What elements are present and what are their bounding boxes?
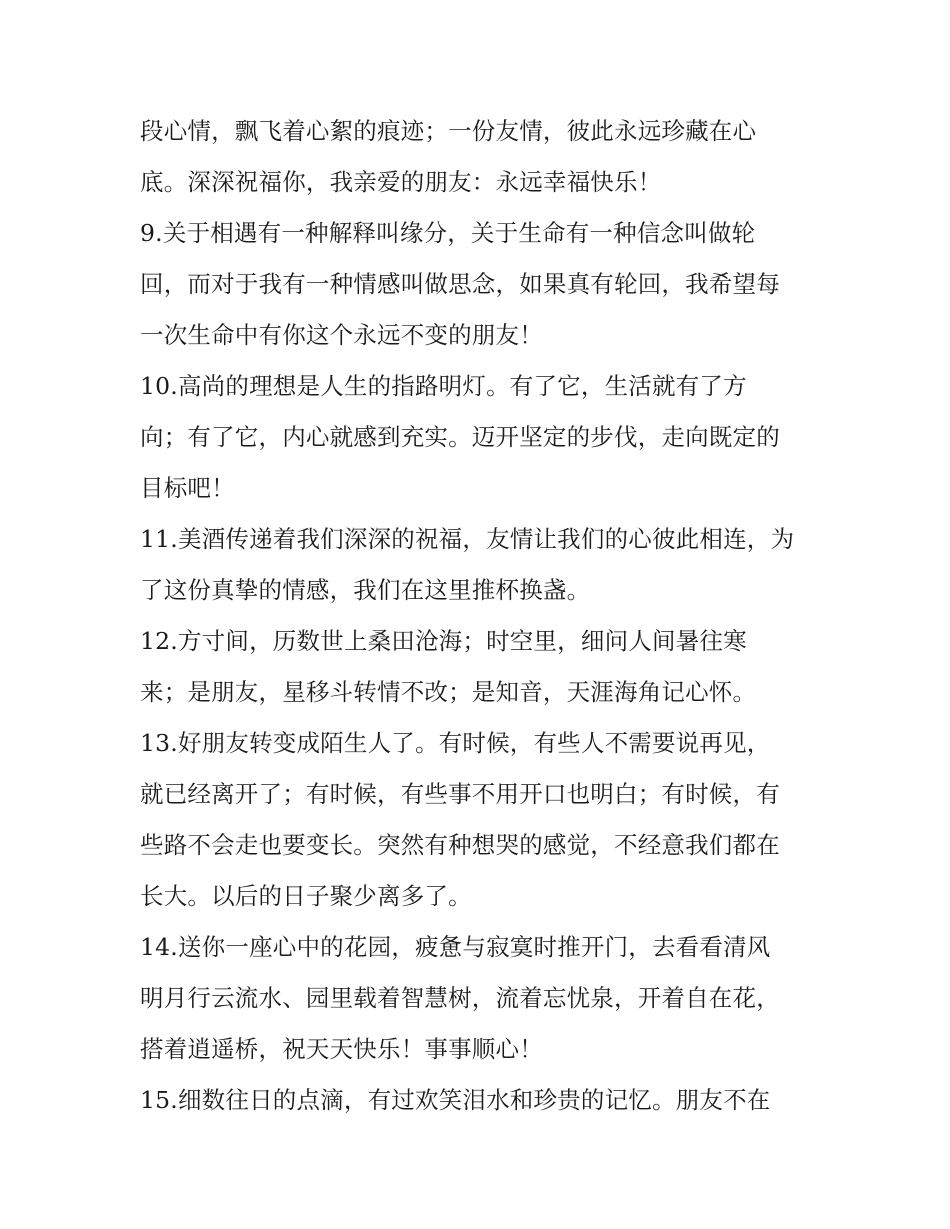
text-line: 搭着逍遥桥，祝天天快乐！事事顺心！ bbox=[140, 1035, 543, 1063]
text-line: 底。深深祝福你，我亲爱的朋友：永远幸福快乐！ bbox=[140, 168, 662, 196]
text-line: 向；有了它，内心就感到充实。迈开坚定的步伐，走向既定的 bbox=[140, 423, 780, 451]
text-line: 回，而对于我有一种情感叫做思念，如果真有轮回，我希望每 bbox=[140, 270, 780, 298]
document-body bbox=[140, 106, 830, 1126]
text-line: 了这份真挚的情感，我们在这里推杯换盏。 bbox=[140, 576, 591, 604]
text-line: 长大。以后的日子聚少离多了。 bbox=[140, 882, 472, 910]
text-line: 14.送你一座心中的花园，疲惫与寂寞时推开门，去看看清风 bbox=[140, 933, 771, 961]
text-line: 12.方寸间，历数世上桑田沧海；时空里，细问人间暑往寒 bbox=[140, 627, 747, 655]
text-line: 段心情，飘飞着心絮的痕迹；一份友情，彼此永远珍藏在心 bbox=[140, 117, 757, 145]
text-line: 11.美酒传递着我们深深的祝福，友情让我们的心彼此相连，为 bbox=[140, 525, 795, 553]
text-line: 目标吧！ bbox=[140, 474, 235, 502]
text-line: 10.高尚的理想是人生的指路明灯。有了它，生活就有了方 bbox=[140, 372, 747, 400]
text-line: 13.好朋友转变成陌生人了。有时候，有些人不需要说再见， bbox=[140, 729, 771, 757]
text-line: 些路不会走也要变长。突然有种想哭的感觉，不经意我们都在 bbox=[140, 831, 780, 859]
text-line: 来；是朋友，星移斗转情不改；是知音，天涯海角记心怀。 bbox=[140, 678, 757, 706]
text-line: 15.细数往日的点滴，有过欢笑泪水和珍贵的记忆。朋友不在 bbox=[140, 1086, 771, 1114]
text-line: 9.关于相遇有一种解释叫缘分，关于生命有一种信念叫做轮 bbox=[140, 219, 756, 247]
text-line: 一次生命中有你这个永远不变的朋友！ bbox=[140, 321, 543, 349]
text-line: 明月行云流水、园里载着智慧树，流着忘忧泉，开着自在花， bbox=[140, 984, 780, 1012]
text-line: 就已经离开了；有时候，有些事不用开口也明白；有时候，有 bbox=[140, 780, 780, 808]
